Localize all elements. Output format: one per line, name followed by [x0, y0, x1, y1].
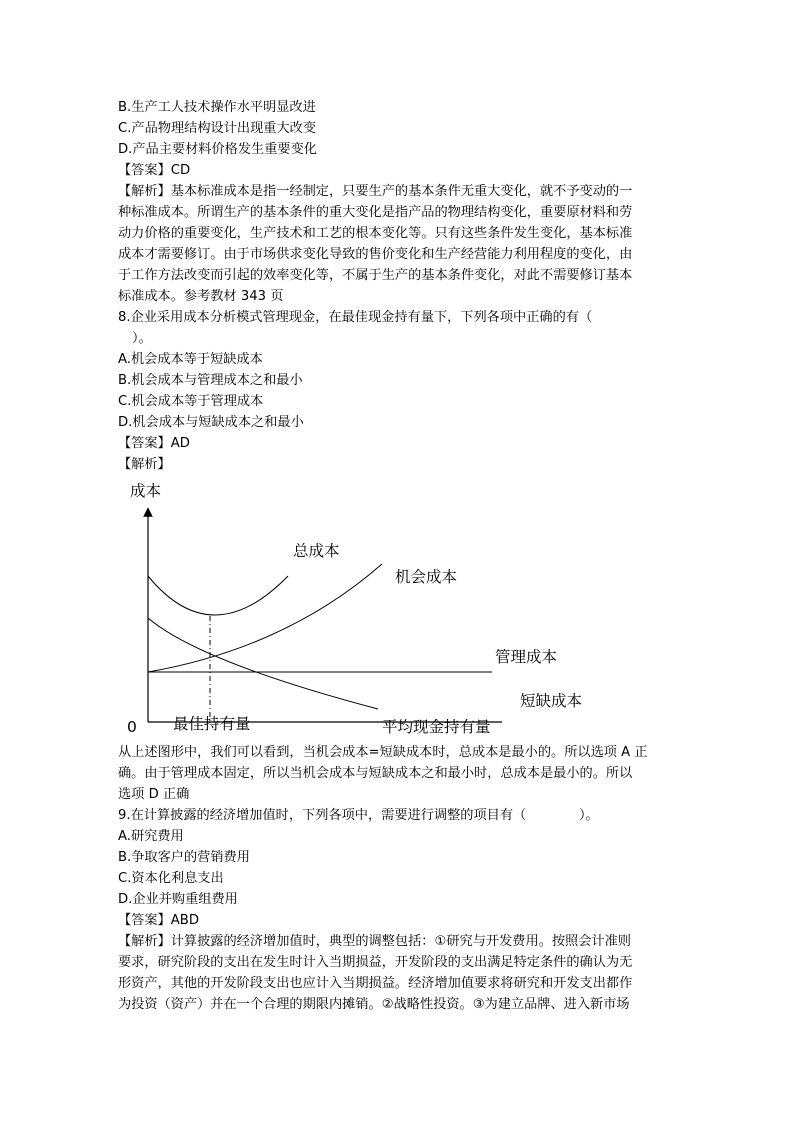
q8-chart-note-line: 选项 D 正确	[118, 787, 190, 802]
q7-analysis-line: 动力价格的重要变化，生产技术和工艺的根本变化等。只有这些条件发生变化，基本标准	[118, 226, 633, 241]
q7-option-b: B.生产工人技术操作水平明显改进	[118, 100, 316, 115]
q7-analysis-line: 【解析】基本标准成本是指一经制定，只要生产的基本条件无重大变化，就不予变动的一	[118, 184, 633, 199]
cash-cost-chart	[110, 476, 610, 744]
q9-analysis-line: 为投资（资产）并在一个合理的期限内摊销。②战略性投资。③为建立品牌、进入新市场	[118, 997, 630, 1012]
q7-analysis-line: 成本才需要修订。由于市场供求变化导致的售价变化和生产经营能力利用程度的变化，由	[118, 247, 633, 262]
series-shortage-cost-curve	[148, 618, 378, 709]
q7-answer: 【答案】CD	[118, 163, 191, 178]
q7-analysis-line: 于工作方法改变而引起的效率变化等，不属于生产的基本条件变化，对此不需要修订基本	[118, 268, 633, 283]
q7-option-c: C.产品物理结构设计出现重大改变	[118, 121, 317, 136]
q9-option-b: B.争取客户的营销费用	[118, 850, 250, 865]
q8-analysis-label: 【解析】	[118, 457, 171, 472]
q8-chart-note-line: 确。由于管理成本固定，所以当机会成本与短缺成本之和最小时，总成本是最小的。所以	[118, 766, 633, 781]
q9-stem: 9.在计算披露的经济增加值时，下列各项中，需要进行调整的项目有（ ）。	[118, 808, 599, 823]
q8-option-d: D.机会成本与短缺成本之和最小	[118, 415, 304, 430]
q9-option-d: D.企业并购重组费用	[118, 892, 238, 907]
q9-analysis-line: 形资产，其他的开发阶段支出也应计入当期损益。经济增加值要求将研究和开发支出都作	[118, 976, 633, 991]
series-opportunity-cost-curve	[148, 564, 382, 672]
q8-option-a: A.机会成本等于短缺成本	[118, 352, 263, 367]
q8-option-c: C.机会成本等于管理成本	[118, 394, 264, 409]
series-label-shortage-cost: 短缺成本	[520, 692, 583, 710]
q9-analysis-line: 【解析】计算披露的经济增加值时，典型的调整包括：①研究与开发费用。按照会计准则	[118, 934, 631, 949]
series-label-opportunity-cost: 机会成本	[395, 568, 458, 586]
series-label-management-cost: 管理成本	[495, 648, 558, 666]
q9-answer: 【答案】ABD	[118, 913, 199, 928]
y-axis-label: 成本	[130, 482, 162, 500]
series-label-total-cost: 总成本	[293, 542, 340, 560]
q9-option-a: A.研究费用	[118, 829, 184, 844]
q8-stem-cont: ）。	[132, 331, 152, 346]
q8-answer: 【答案】AD	[118, 436, 190, 451]
x-axis-label: 平均现金持有量	[382, 718, 491, 736]
q8-chart-note-line: 从上述图形中，我们可以看到，当机会成本=短缺成本时，总成本是最小的。所以选项 A 正	[118, 745, 648, 760]
q9-option-c: C.资本化利息支出	[118, 871, 224, 886]
optimum-holding-label: 最佳持有量	[173, 715, 251, 733]
q7-analysis-line: 种标准成本。所谓生产的基本条件的重大变化是指产品的物理结构变化，重要原材料和劳	[118, 205, 633, 220]
q9-analysis-line: 要求，研究阶段的支出在发生时计入当期损益，开发阶段的支出满足特定条件的确认为无	[118, 955, 633, 970]
series-total-cost-curve	[148, 576, 288, 615]
q8-option-b: B.机会成本与管理成本之和最小	[118, 373, 303, 388]
q7-option-d: D.产品主要材料价格发生重要变化	[118, 142, 317, 157]
q8-stem: 8.企业采用成本分析模式管理现金，在最佳现金持有量下，下列各项中正确的有（	[118, 310, 593, 325]
q7-analysis-line: 标准成本。参考教材 343 页	[118, 289, 284, 304]
origin-label: 0	[127, 718, 137, 736]
